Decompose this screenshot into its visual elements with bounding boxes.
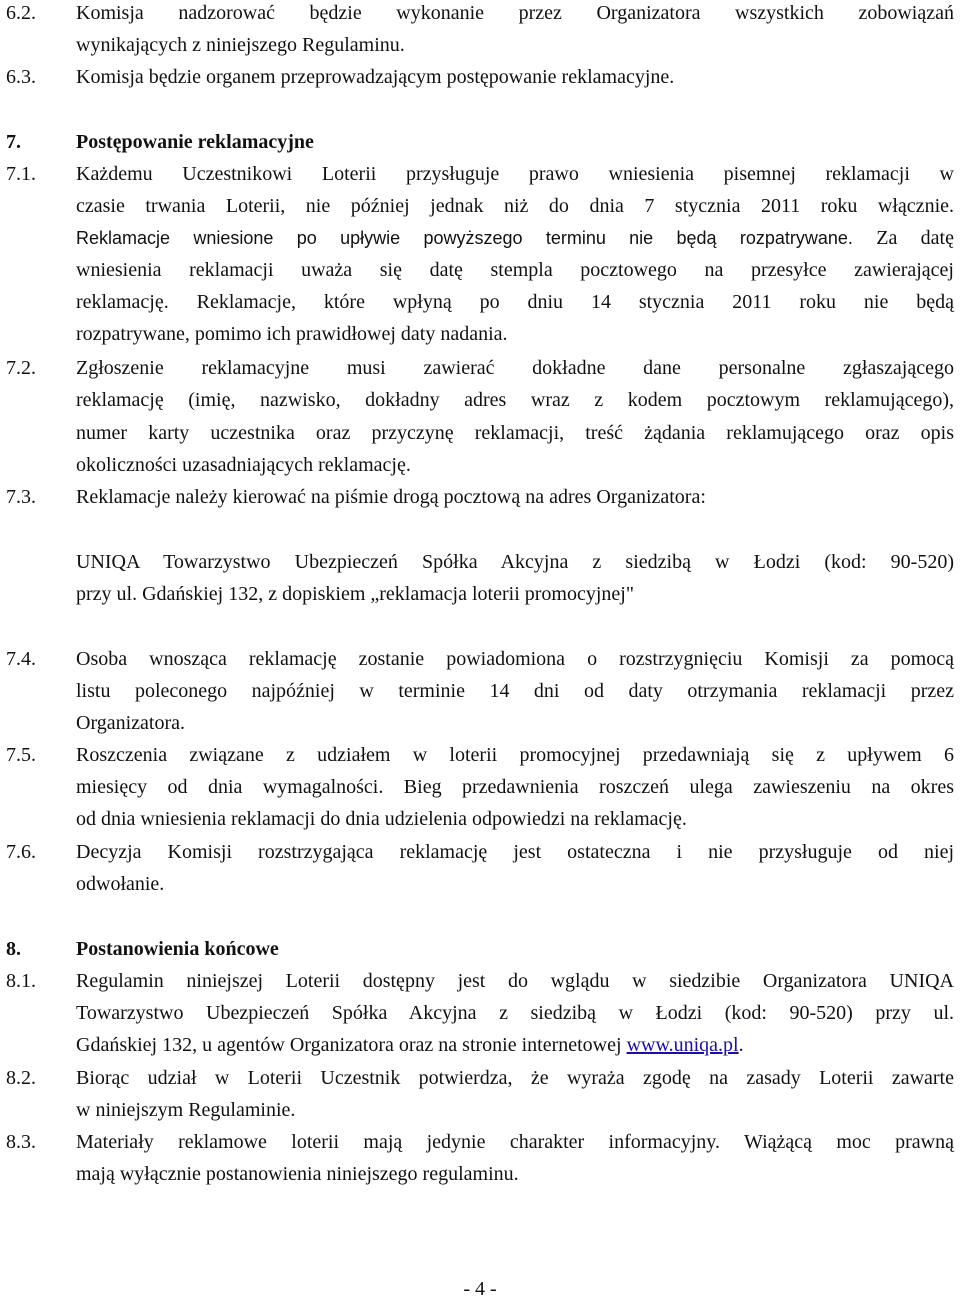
section-number: 7.4. bbox=[6, 648, 36, 670]
website-link[interactable]: www.uniqa.pl bbox=[626, 1034, 739, 1056]
page-number: - 4 - bbox=[463, 1278, 497, 1300]
paragraph-line: listu poleconego najpóźniej w terminie 14 dni od daty otrzymania reklamacji przez bbox=[76, 680, 954, 702]
paragraph-line: rozpatrywane, pomimo ich prawidłowej daty nadania. bbox=[76, 323, 508, 345]
section-number: 6.2. bbox=[6, 2, 36, 24]
paragraph-line bbox=[76, 1032, 954, 1058]
paragraph-line: Decyzja Komisji rozstrzygająca reklamację jest ostateczna i nie przysługuje od niej bbox=[76, 841, 954, 863]
paragraph-line: Każdemu Uczestnikowi Loterii przysługuje prawo wniesienia pisemnej reklamacji w bbox=[76, 163, 954, 185]
section-number: 8.2. bbox=[6, 1067, 36, 1089]
paragraph-line: numer karty uczestnika oraz przyczynę reklamacji, treść żądania reklamującego oraz opis bbox=[76, 422, 954, 444]
section-number: 7.3. bbox=[6, 486, 36, 508]
paragraph-line: Towarzystwo Ubezpieczeń Spółka Akcyjna z siedzibą w Łodzi (kod: 90-520) przy ul. bbox=[76, 1002, 954, 1024]
heading-number: 8. bbox=[6, 938, 21, 960]
paragraph-line: reklamację (imię, nazwisko, dokładny adres wraz z kodem pocztowym reklamującego), bbox=[76, 389, 954, 411]
paragraph-line: Biorąc udział w Loterii Uczestnik potwierdza, że wyraża zgodę na zasady Loterii zawarte bbox=[76, 1067, 954, 1089]
paragraph-line: Komisja nadzorować będzie wykonanie przez Organizatora wszystkich zobowiązań bbox=[76, 2, 954, 24]
paragraph-line: Roszczenia związane z udziałem w loterii promocyjnej przedawniają się z upływem 6 bbox=[76, 744, 954, 766]
section-number: 7.1. bbox=[6, 163, 36, 185]
section-number: 7.2. bbox=[6, 357, 36, 379]
paragraph-line: reklamację. Reklamacje, które wpłyną po dniu 14 stycznia 2011 roku nie będą bbox=[76, 291, 954, 313]
paragraph-fragment: . bbox=[738, 1034, 744, 1056]
paragraph-line: Reklamacje należy kierować na piśmie drogą pocztową na adres Organizatora: bbox=[76, 486, 706, 508]
section-number: 7.5. bbox=[6, 744, 36, 766]
section-number: 6.3. bbox=[6, 66, 36, 88]
paragraph-line: miesięcy od dnia wymagalności. Bieg przedawnienia roszczeń ulega zawieszeniu na okres bbox=[76, 776, 954, 798]
paragraph-line bbox=[76, 225, 954, 251]
section-number: 8.1. bbox=[6, 970, 36, 992]
address-line: UNIQA Towarzystwo Ubezpieczeń Spółka Akcyjna z siedzibą w Łodzi (kod: 90-520) bbox=[76, 551, 954, 573]
section-heading: Postępowanie reklamacyjne bbox=[76, 131, 314, 153]
section-number: 7.6. bbox=[6, 841, 36, 863]
paragraph-line: Organizatora. bbox=[76, 712, 186, 734]
paragraph-line: wynikających z niniejszego Regulaminu. bbox=[76, 34, 405, 56]
section-number: 8.3. bbox=[6, 1131, 36, 1153]
paragraph-fragment: Za datę bbox=[852, 227, 954, 249]
paragraph-fragment: Reklamacje wniesione po upływie powyższego terminu nie będą rozpatrywane. bbox=[76, 228, 853, 248]
paragraph-line: wniesienia reklamacji uważa się datę stempla pocztowego na przesyłce zawierającej bbox=[76, 259, 954, 281]
paragraph-line: Materiały reklamowe loterii mają jedynie charakter informacyjny. Wiążącą moc prawną bbox=[76, 1131, 954, 1153]
heading-number: 7. bbox=[6, 131, 21, 153]
paragraph-line: czasie trwania Loterii, nie później jednak niż do dnia 7 stycznia 2011 roku włącznie. bbox=[76, 195, 954, 217]
paragraph-line: od dnia wniesienia reklamacji do dnia udzielenia odpowiedzi na reklamację. bbox=[76, 808, 687, 830]
paragraph-line: odwołanie. bbox=[76, 873, 165, 895]
paragraph-line: okoliczności uzasadniających reklamację. bbox=[76, 454, 411, 476]
paragraph-line: Zgłoszenie reklamacyjne musi zawierać dokładne dane personalne zgłaszającego bbox=[76, 357, 954, 379]
paragraph-line: Regulamin niniejszej Loterii dostępny jest do wglądu w siedzibie Organizatora UNIQA bbox=[76, 970, 954, 992]
paragraph-line: Komisja będzie organem przeprowadzającym postępowanie reklamacyjne. bbox=[76, 66, 675, 88]
section-heading: Postanowienia końcowe bbox=[76, 938, 279, 960]
paragraph-line: w niniejszym Regulaminie. bbox=[76, 1099, 296, 1121]
address-line: przy ul. Gdańskiej 132, z dopiskiem „reklamacja loterii promocyjnej" bbox=[76, 583, 634, 605]
paragraph-fragment: Gdańskiej 132, u agentów Organizatora oraz na stronie internetowej bbox=[76, 1034, 627, 1056]
paragraph-line: Osoba wnosząca reklamację zostanie powiadomiona o rozstrzygnięciu Komisji za pomocą bbox=[76, 648, 954, 670]
paragraph-line: mają wyłącznie postanowienia niniejszego regulaminu. bbox=[76, 1163, 519, 1185]
